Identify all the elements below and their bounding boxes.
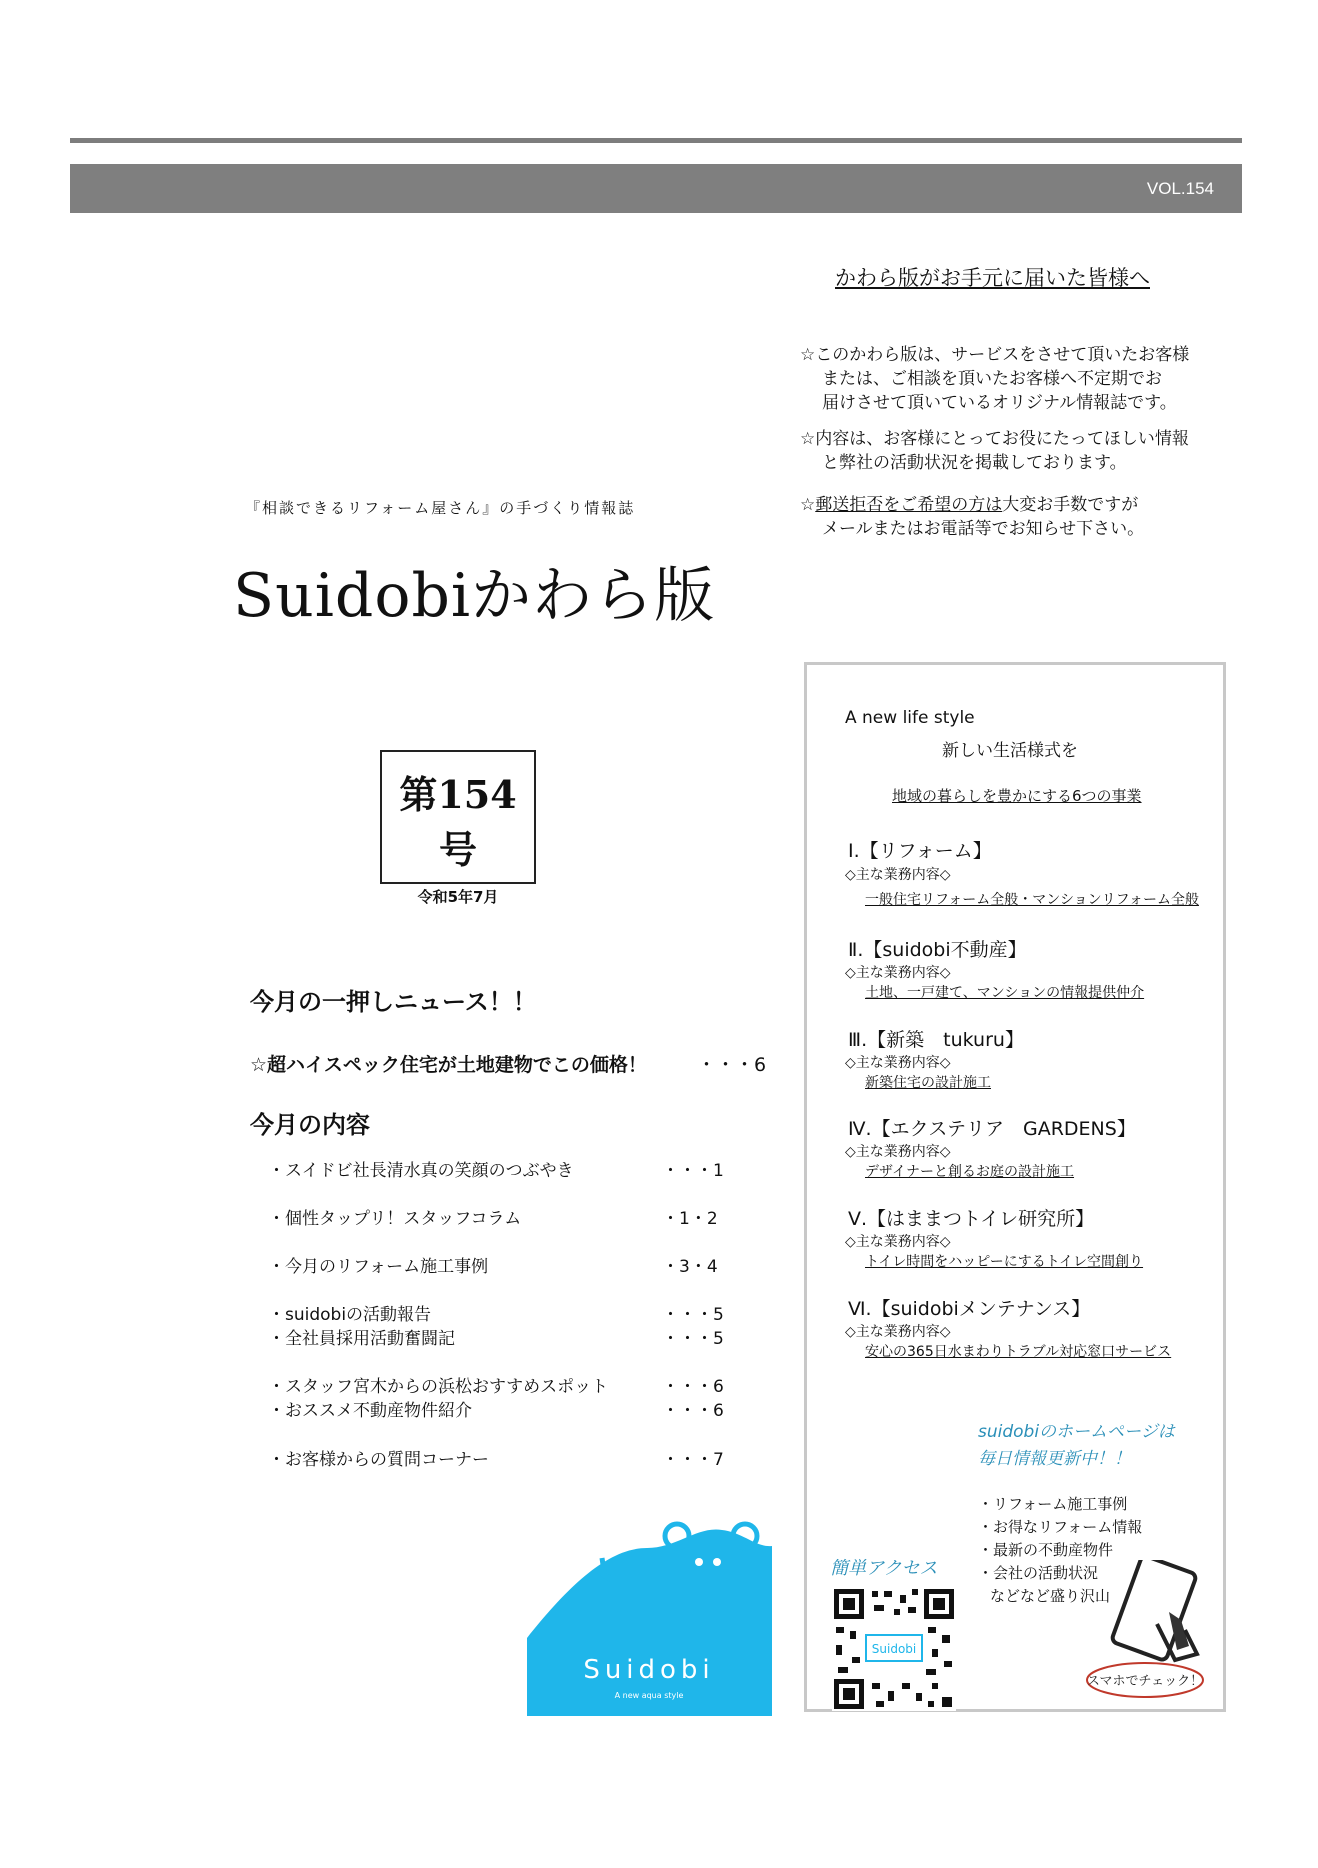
issue-date: 令和5年7月: [417, 888, 499, 906]
news-item: ☆超ハイスペック住宅が土地建物でこの価格！: [250, 1054, 647, 1076]
hp-line-1: suidobiのホームページは: [978, 1422, 1175, 1442]
feature-item: ・最新の不動産物件: [978, 1541, 1114, 1559]
biz-detail: 一般住宅リフォーム全般・マンションリフォーム全般: [865, 892, 1199, 908]
toc-item: ・suidobiの活動報告: [268, 1305, 432, 1325]
toc-page: ・・・6: [662, 1377, 724, 1397]
toc-page: ・・・7: [662, 1450, 724, 1470]
toc-page: ・・・1: [662, 1161, 724, 1181]
notice-title: かわら版がお手元に届いた皆様へ: [835, 266, 1150, 290]
tagline: 『相談できるリフォーム屋さん』の手づくり情報誌: [245, 499, 636, 517]
notice-underlined: 郵送拒否をご希望の方は: [815, 495, 1003, 515]
notice-para-2: [800, 427, 1189, 475]
issue-number: 第154号: [399, 772, 517, 872]
feature-item: ・リフォーム施工事例: [978, 1495, 1128, 1513]
feature-item: ・お得なリフォーム情報: [978, 1518, 1143, 1536]
toc-page: ・・・5: [662, 1329, 724, 1349]
news-heading: 今月の一押しニュース！！: [250, 988, 537, 1016]
biz-title: Ⅳ.【エクステリア GARDENS】: [848, 1118, 1136, 1140]
biz-detail: 新築住宅の設計施工: [865, 1075, 991, 1091]
toc-page: ・・・5: [662, 1305, 724, 1325]
biz-sub: ◇主な業務内容◇: [845, 1144, 951, 1160]
biz-sub: ◇主な業務内容◇: [845, 1055, 951, 1071]
notice-line: 届けさせて頂いているオリジナル情報誌です。: [822, 393, 1177, 413]
biz-detail: 安心の365日水まわりトラブル対応窓口サービス: [865, 1344, 1172, 1360]
toc-page: ・・・6: [662, 1401, 724, 1421]
issue-box: [380, 750, 536, 906]
toc-item: ・個性タップリ！スタッフコラム: [268, 1209, 522, 1229]
notice-line: ☆このかわら版は、サービスをさせて頂いたお客様: [800, 345, 1190, 365]
masthead-title: Suidobiかわら版: [233, 561, 716, 631]
biz-title: Ⅰ.【リフォーム】: [848, 840, 992, 862]
toc-page: ・1・2: [662, 1209, 718, 1229]
easy-access-label: 簡単アクセス: [830, 1558, 938, 1579]
notice-para-3: [800, 493, 1144, 541]
panel-line-3: 地域の暮らしを豊かにする6つの事業: [892, 787, 1142, 805]
logo-sub: A new aqua style: [614, 1691, 684, 1700]
toc-page: ・3・4: [662, 1257, 718, 1277]
biz-detail: トイレ時間をハッピーにするトイレ空間創り: [865, 1254, 1144, 1270]
star: ☆: [800, 495, 816, 515]
biz-detail: デザイナーと創るお庭の設計施工: [865, 1164, 1075, 1180]
biz-detail: 土地、一戸建て、マンションの情報提供仲介: [865, 985, 1145, 1001]
toc-item: ・全社員採用活動奮闘記: [268, 1329, 455, 1349]
top-rule: [70, 138, 1242, 143]
notice-rest: 大変お手数ですが: [1002, 495, 1139, 515]
toc-item: ・スタッフ宮木からの浜松おすすめスポット: [268, 1377, 609, 1397]
notice-line: ☆内容は、お客様にとってお役にたってほしい情報: [800, 429, 1189, 449]
logo-text: Suidobi: [583, 1655, 715, 1685]
notice-line: [800, 493, 1144, 517]
hp-line-2: 毎日情報更新中！！: [978, 1449, 1131, 1469]
feature-item: などなど盛り沢山: [990, 1587, 1111, 1605]
toc-item: ・おススメ不動産物件紹介: [268, 1401, 472, 1421]
qr-label: Suidobi: [871, 1642, 917, 1656]
toc-item: ・スイドビ社長清水真の笑顔のつぶやき: [268, 1161, 574, 1181]
notice-line: または、ご相談を頂いたお客様へ不定期でお: [822, 369, 1162, 389]
notice-para-1: [800, 343, 1189, 415]
biz-title: Ⅵ.【suidobiメンテナンス】: [848, 1298, 1091, 1320]
panel-line-2: 新しい生活様式を: [942, 741, 1078, 761]
biz-sub: ◇主な業務内容◇: [845, 1324, 951, 1340]
biz-title: Ⅴ.【はままつトイレ研究所】: [848, 1208, 1095, 1230]
feature-item: ・会社の活動状況: [978, 1564, 1099, 1582]
biz-sub: ◇主な業務内容◇: [845, 965, 951, 981]
biz-sub: ◇主な業務内容◇: [845, 867, 951, 883]
smartphone-text: スマホでチェック！: [1086, 1674, 1204, 1689]
suidobi-logo: [527, 1518, 772, 1716]
qr-code[interactable]: [832, 1587, 956, 1711]
biz-sub: ◇主な業務内容◇: [845, 1234, 951, 1250]
toc-item: ・今月のリフォーム施工事例: [268, 1257, 489, 1277]
toc-item: ・お客様からの質問コーナー: [268, 1450, 489, 1470]
contents-heading: 今月の内容: [250, 1111, 370, 1139]
volume-bar: [70, 164, 1242, 213]
biz-title: Ⅱ.【suidobi不動産】: [848, 939, 1027, 961]
notice-line: メールまたはお電話等でお知らせ下さい。: [822, 519, 1145, 539]
smartphone-icon: [1085, 1560, 1215, 1700]
volume-label: VOL.154: [1146, 179, 1214, 198]
panel-line-1: A new life style: [845, 708, 975, 728]
notice-line: と弊社の活動状況を掲載しております。: [822, 453, 1127, 473]
biz-title: Ⅲ.【新築 tukuru】: [848, 1029, 1024, 1051]
news-page: ・・・6: [697, 1054, 767, 1076]
